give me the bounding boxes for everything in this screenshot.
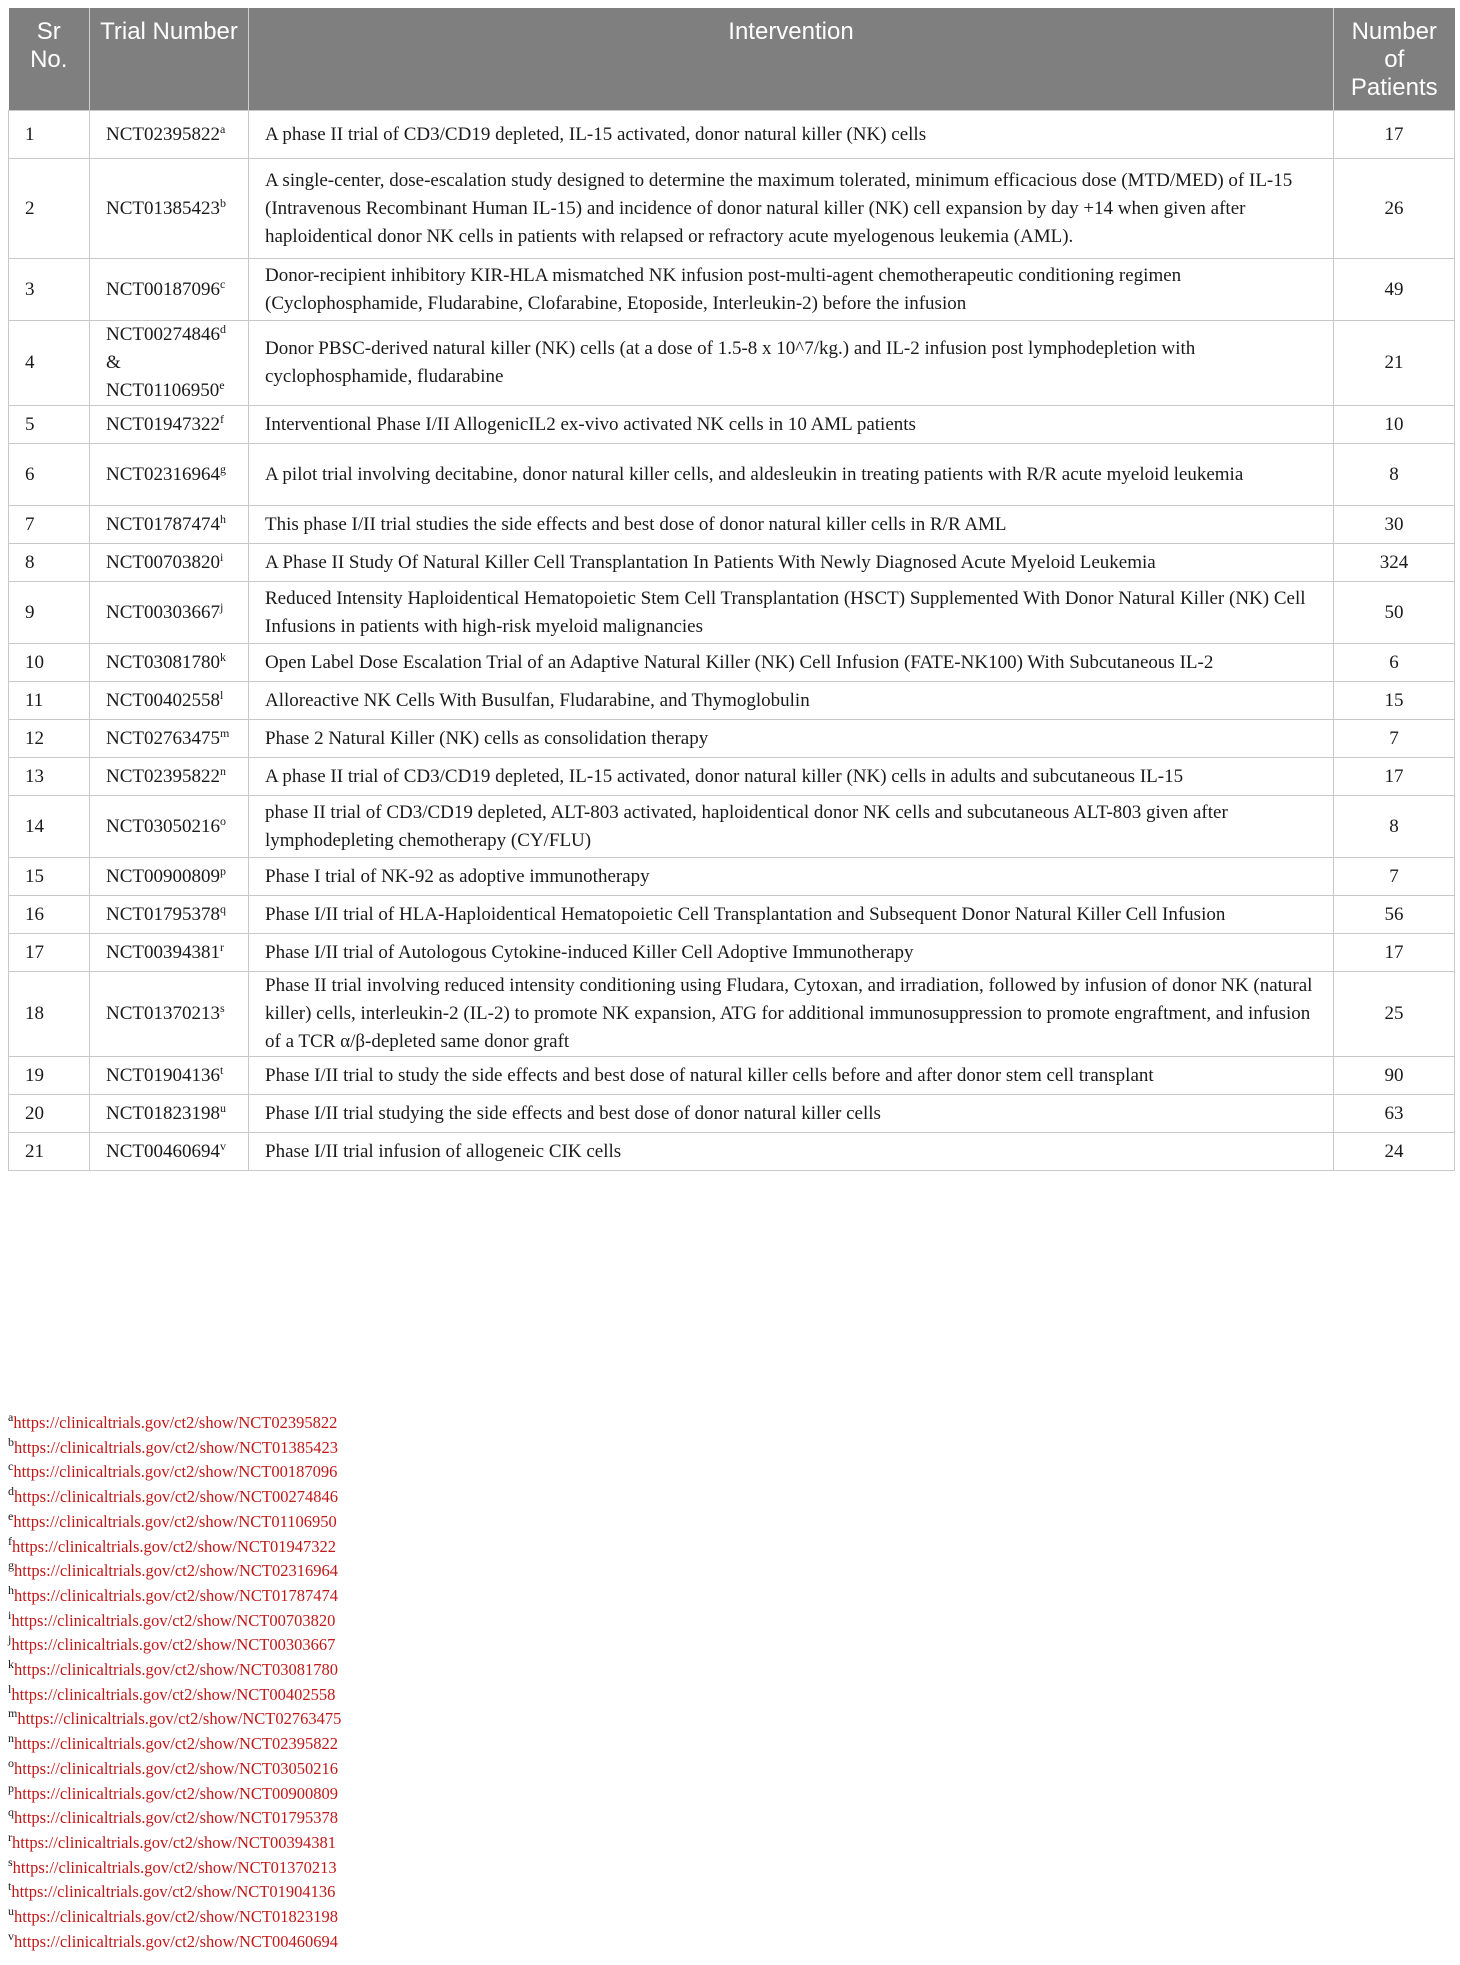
cell-sr-no: 8 [9,544,90,582]
footnote-item [8,1658,341,1683]
cell-intervention: Reduced Intensity Haploidentical Hematopoietic Stem Cell Transplantation (HSCT) Supplemented With Donor Natural Killer (NK) Cell Infusions in patients with high-risk myeloid malignancies [249,582,1334,644]
table-row [9,682,1455,720]
cell-number-of-patients: 30 [1334,506,1455,544]
table-row [9,796,1455,858]
cell-intervention: Donor-recipient inhibitory KIR-HLA mismatched NK infusion post-multi-agent chemotherapeutic conditioning regimen (Cyclophosphamide, Fludarabine, Clofarabine, Etoposide, Interleukin-2) before the infusion [249,259,1334,321]
footnote-link[interactable]: https://clinicaltrials.gov/ct2/show/NCT01370213 [12,1857,337,1877]
footnote-mark: e [8,1508,14,1523]
footnotes [8,1411,341,1954]
trial-number: NCT00274846 [106,324,220,345]
cell-number-of-patients: 26 [1334,159,1455,259]
cell-number-of-patients: 17 [1334,758,1455,796]
footnote-item [8,1905,341,1930]
footnote-marker: e [219,378,225,392]
cell-sr-no: 5 [9,406,90,444]
footnote-mark: j [8,1632,12,1647]
cell-number-of-patients: 21 [1334,321,1455,406]
footnote-link[interactable]: https://clinicaltrials.gov/ct2/show/NCT01106950 [13,1511,337,1531]
cell-intervention: Alloreactive NK Cells With Busulfan, Fludarabine, and Thymoglobulin [249,682,1334,720]
footnote-mark: b [8,1434,14,1449]
cell-number-of-patients: 7 [1334,858,1455,896]
footnote-link[interactable]: https://clinicaltrials.gov/ct2/show/NCT01787474 [14,1585,339,1605]
footnote-marker: j [220,599,224,614]
footnote-marker: m [220,725,230,740]
cell-number-of-patients: 17 [1334,934,1455,972]
footnote-item [8,1732,341,1757]
trial-number: NCT00900809 [106,865,220,887]
cell-sr-no: 19 [9,1057,90,1095]
cell-sr-no: 17 [9,934,90,972]
trial-number: NCT01795378 [106,903,220,925]
footnote-mark: h [8,1582,14,1597]
cell-intervention: Phase I/II trial studying the side effects and best dose of donor natural killer cells [249,1095,1334,1133]
trial-number: NCT00402558 [106,689,220,711]
cell-intervention: Phase II trial involving reduced intensity conditioning using Fludara, Cytoxan, and irradiation, followed by infusion of donor NK (natural killer) cells, interleukin-2 (IL-2) to promote NK expansion, ATG for additional immunosuppression to promote engraftment, and infusion of a TCR α/β-depleted same donor graft [249,972,1334,1057]
cell-sr-no: 9 [9,582,90,644]
cell-trial-number [90,159,249,259]
table-row [9,720,1455,758]
cell-sr-no: 13 [9,758,90,796]
footnote-mark: v [8,1928,14,1943]
footnote-link[interactable]: https://clinicaltrials.gov/ct2/show/NCT00703820 [11,1610,336,1630]
cell-trial-number [90,582,249,644]
footnote-link[interactable]: https://clinicaltrials.gov/ct2/show/NCT00402558 [11,1684,336,1704]
footnote-mark: d [8,1484,14,1499]
footnote-item [8,1683,341,1708]
trial-number: NCT03081780 [106,651,220,673]
table-row [9,858,1455,896]
cell-trial-number [90,259,249,321]
footnote-mark: s [8,1854,13,1869]
footnote-item [8,1880,341,1905]
footnote-marker: g [220,461,226,476]
cell-intervention: Phase I/II trial of HLA-Haploidentical Hematopoietic Cell Transplantation and Subsequent Donor Natural Killer Cell Infusion [249,896,1334,934]
cell-intervention: A phase II trial of CD3/CD19 depleted, IL-15 activated, donor natural killer (NK) cells in adults and subcutaneous IL-15 [249,758,1334,796]
footnote-marker: a [220,121,226,136]
trial-number: NCT01787474 [106,513,220,535]
cell-trial-number [90,406,249,444]
cell-number-of-patients: 324 [1334,544,1455,582]
cell-sr-no: 20 [9,1095,90,1133]
trial-number: NCT00303667 [106,601,220,623]
trials-table [8,8,1455,1171]
cell-sr-no: 2 [9,159,90,259]
footnote-marker: i [220,549,224,564]
footnote-marker: o [220,813,226,828]
footnote-item [8,1782,341,1807]
cell-trial-number [90,972,249,1057]
footnote-marker: n [220,763,226,778]
cell-trial-number [90,544,249,582]
footnote-link[interactable]: https://clinicaltrials.gov/ct2/show/NCT00460694 [14,1931,339,1951]
cell-intervention: A pilot trial involving decitabine, donor natural killer cells, and aldesleukin in treating patients with R/R acute myeloid leukemia [249,444,1334,506]
trial-number: NCT01385423 [106,197,220,219]
trial-number: NCT01947322 [106,413,220,435]
footnote-link[interactable]: https://clinicaltrials.gov/ct2/show/NCT03081780 [14,1660,339,1680]
footnote-item [8,1411,341,1436]
table-row [9,159,1455,259]
footnote-mark: c [8,1459,14,1474]
footnote-marker: c [220,276,226,291]
cell-intervention: Donor PBSC-derived natural killer (NK) cells (at a dose of 1.5-8 x 10^7/kg.) and IL-2 infusion post lymphodepletion with cyclophosphamide, fludarabine [249,321,1334,406]
footnote-marker: f [220,411,224,426]
cell-number-of-patients: 24 [1334,1133,1455,1171]
cell-trial-number [90,1095,249,1133]
table-row [9,1095,1455,1133]
table-row [9,1057,1455,1095]
footnote-link[interactable]: https://clinicaltrials.gov/ct2/show/NCT00394381 [12,1832,337,1852]
cell-sr-no: 3 [9,259,90,321]
footnote-item [8,1930,341,1955]
footnote-mark: o [8,1755,14,1770]
footnote-link[interactable]: https://clinicaltrials.gov/ct2/show/NCT02316964 [14,1561,339,1581]
cell-number-of-patients: 17 [1334,111,1455,159]
footnote-marker: s [220,1001,225,1015]
footnote-mark: n [8,1731,14,1746]
cell-intervention: A phase II trial of CD3/CD19 depleted, IL-15 activated, donor natural killer (NK) cells [249,111,1334,159]
footnote-item [8,1510,341,1535]
trial-number: NCT02316964 [106,463,220,485]
cell-intervention: Phase I/II trial to study the side effects and best dose of natural killer cells before and after donor stem cell transplant [249,1057,1334,1095]
footnote-item [8,1633,341,1658]
cell-intervention: Phase I/II trial infusion of allogeneic CIK cells [249,1133,1334,1171]
footnote-item [8,1707,341,1732]
footnote-item [8,1460,341,1485]
cell-trial-number [90,321,249,406]
footnote-mark: l [8,1681,12,1696]
footnote-item [8,1609,341,1634]
cell-trial-number [90,682,249,720]
cell-intervention: A single-center, dose-escalation study designed to determine the maximum tolerated, minimum efficacious dose (MTD/MED) of IL-15 (Intravenous Recombinant Human IL-15) and incidence of donor natural killer (NK) cell expansion by day +14 when given after haploidentical donor NK cells in patients with relapsed or refractory acute myelogenous leukemia (AML). [249,159,1334,259]
footnote-item [8,1584,341,1609]
trial-number: NCT01823198 [106,1102,220,1124]
trial-number: NCT00187096 [106,278,220,300]
footnote-mark: a [8,1410,14,1424]
cell-sr-no: 7 [9,506,90,544]
cell-trial-number [90,1133,249,1171]
footnote-mark: f [8,1533,12,1548]
table-row [9,321,1455,406]
cell-intervention: A Phase II Study Of Natural Killer Cell Transplantation In Patients With Newly Diagnosed Acute Myeloid Leukemia [249,544,1334,582]
cell-trial-number [90,758,249,796]
footnote-mark: p [8,1780,14,1795]
table-row [9,506,1455,544]
footnote-link[interactable]: https://clinicaltrials.gov/ct2/show/NCT01795378 [14,1808,339,1828]
cell-number-of-patients: 15 [1334,682,1455,720]
table-row [9,758,1455,796]
cell-number-of-patients: 56 [1334,896,1455,934]
cell-number-of-patients: 10 [1334,406,1455,444]
cell-number-of-patients: 7 [1334,720,1455,758]
footnote-link[interactable]: https://clinicaltrials.gov/ct2/show/NCT00303667 [11,1635,336,1655]
footnote-marker: r [220,939,224,954]
trial-number: NCT01904136 [106,1064,220,1086]
trial-number: NCT00703820 [106,551,220,573]
footnote-mark: u [8,1904,14,1919]
footnote-marker: u [220,1100,226,1115]
trial-number: NCT00394381 [106,941,220,963]
cell-intervention: Phase I trial of NK-92 as adoptive immunotherapy [249,858,1334,896]
footnote-link[interactable]: https://clinicaltrials.gov/ct2/show/NCT02763475 [17,1709,342,1729]
header-trial-number: Trial Number [90,8,249,111]
footnote-link[interactable]: https://clinicaltrials.gov/ct2/show/NCT01385423 [14,1437,339,1457]
cell-trial-number [90,896,249,934]
footnote-mark: m [8,1706,18,1721]
cell-sr-no: 16 [9,896,90,934]
trial-number-secondary: NCT01106950 [106,380,220,401]
footnote-mark: r [8,1829,12,1844]
footnote-link[interactable]: https://clinicaltrials.gov/ct2/show/NCT00187096 [13,1462,338,1482]
footnote-mark: g [8,1558,14,1573]
cell-sr-no: 14 [9,796,90,858]
table-row [9,644,1455,682]
footnote-item [8,1436,341,1461]
cell-number-of-patients: 49 [1334,259,1455,321]
footnote-item [8,1806,341,1831]
cell-intervention: This phase I/II trial studies the side effects and best dose of donor natural killer cells in R/R AML [249,506,1334,544]
cell-sr-no: 12 [9,720,90,758]
footnote-marker: h [220,511,226,526]
cell-intervention: phase II trial of CD3/CD19 depleted, ALT-803 activated, haploidentical donor NK cells and subcutaneous ALT-803 given after lymphodepleting chemotherapy (CY/FLU) [249,796,1334,858]
footnote-marker: p [220,863,226,878]
footnote-marker: b [220,195,226,210]
table-row [9,544,1455,582]
table-body [9,111,1455,1171]
footnote-marker: l [220,687,224,702]
cell-number-of-patients: 63 [1334,1095,1455,1133]
cell-trial-number [90,111,249,159]
table-row [9,582,1455,644]
cell-intervention: Open Label Dose Escalation Trial of an Adaptive Natural Killer (NK) Cell Infusion (FATE-NK100) With Subcutaneous IL-2 [249,644,1334,682]
footnote-item [8,1757,341,1782]
trial-ampersand: & [106,352,121,373]
cell-number-of-patients: 50 [1334,582,1455,644]
trial-number: NCT03050216 [106,815,220,837]
cell-sr-no: 10 [9,644,90,682]
header-intervention: Intervention [249,8,1334,111]
table-row [9,1133,1455,1171]
table-row [9,972,1455,1057]
footnote-link[interactable]: https://clinicaltrials.gov/ct2/show/NCT00900809 [14,1783,339,1803]
table-row [9,934,1455,972]
table-row [9,444,1455,506]
header-sr-no: Sr No. [9,8,90,111]
footnote-mark: k [8,1657,14,1672]
header-number-of-patients: Number of Patients [1334,8,1455,111]
cell-sr-no: 11 [9,682,90,720]
trial-number: NCT00460694 [106,1140,220,1162]
cell-trial-number [90,506,249,544]
cell-number-of-patients: 8 [1334,796,1455,858]
footnote-link[interactable]: https://clinicaltrials.gov/ct2/show/NCT03050216 [14,1758,339,1778]
cell-trial-number [90,796,249,858]
footnote-marker: d [220,322,226,336]
cell-trial-number [90,858,249,896]
cell-sr-no: 6 [9,444,90,506]
trial-number: NCT02763475 [106,727,220,749]
footnote-item [8,1856,341,1881]
cell-trial-number [90,1057,249,1095]
footnote-marker: q [220,901,226,916]
cell-number-of-patients: 90 [1334,1057,1455,1095]
cell-sr-no: 4 [9,321,90,406]
trial-number: NCT02395822 [106,123,220,145]
cell-intervention: Phase I/II trial of Autologous Cytokine-induced Killer Cell Adoptive Immunotherapy [249,934,1334,972]
cell-trial-number [90,934,249,972]
footnote-link[interactable]: https://clinicaltrials.gov/ct2/show/NCT02395822 [14,1734,339,1754]
cell-intervention: Interventional Phase I/II AllogenicIL2 ex-vivo activated NK cells in 10 AML patients [249,406,1334,444]
cell-trial-number [90,644,249,682]
footnote-marker: t [220,1062,224,1077]
footnote-mark: q [8,1805,14,1820]
footnote-link[interactable]: https://clinicaltrials.gov/ct2/show/NCT00274846 [14,1487,339,1507]
cell-sr-no: 18 [9,972,90,1057]
trial-number: NCT01370213 [106,1003,220,1024]
cell-number-of-patients: 25 [1334,972,1455,1057]
cell-sr-no: 21 [9,1133,90,1171]
table-header-row [9,8,1455,111]
footnote-item [8,1831,341,1856]
footnote-link[interactable]: https://clinicaltrials.gov/ct2/show/NCT01904136 [11,1882,336,1902]
footnote-link[interactable]: https://clinicaltrials.gov/ct2/show/NCT02395822 [13,1413,338,1432]
cell-sr-no: 1 [9,111,90,159]
cell-trial-number [90,444,249,506]
footnote-marker: k [220,649,226,664]
footnote-marker: v [220,1138,226,1153]
footnote-link[interactable]: https://clinicaltrials.gov/ct2/show/NCT01947322 [12,1536,337,1556]
footnote-mark: i [8,1607,12,1622]
cell-intervention: Phase 2 Natural Killer (NK) cells as consolidation therapy [249,720,1334,758]
table-row [9,406,1455,444]
footnote-item [8,1535,341,1560]
footnote-mark: t [8,1879,12,1894]
table-row [9,896,1455,934]
cell-trial-number [90,720,249,758]
footnote-link[interactable]: https://clinicaltrials.gov/ct2/show/NCT01823198 [14,1907,339,1927]
footnote-item [8,1559,341,1584]
table-row [9,111,1455,159]
cell-number-of-patients: 6 [1334,644,1455,682]
table-row [9,259,1455,321]
cell-number-of-patients: 8 [1334,444,1455,506]
footnote-item [8,1485,341,1510]
cell-sr-no: 15 [9,858,90,896]
trial-number: NCT02395822 [106,765,220,787]
